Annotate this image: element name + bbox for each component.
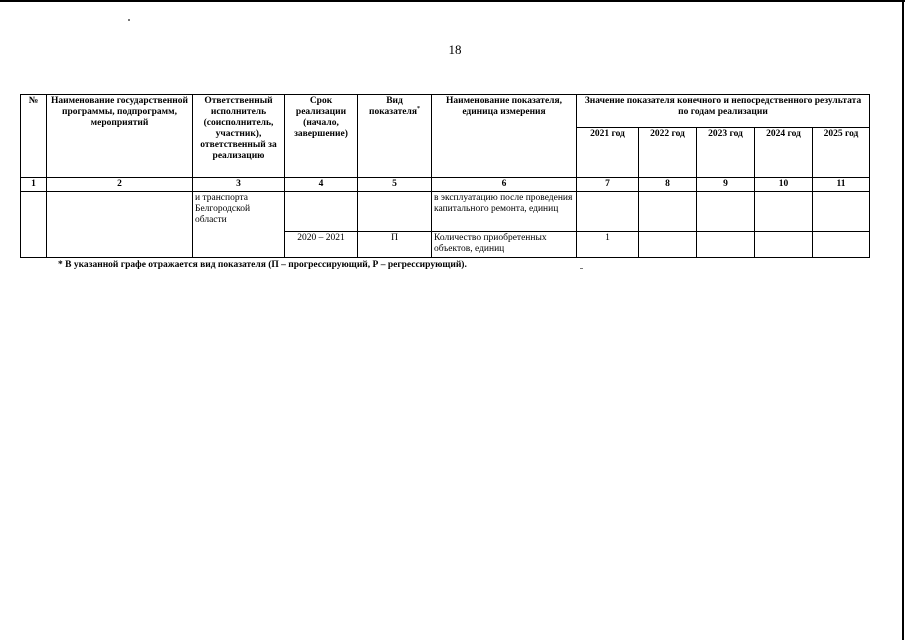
header-year-2022: 2022 год bbox=[639, 128, 697, 178]
indicator-name-cell: в эксплуатацию после проведения капитального ремонта, единиц bbox=[432, 192, 577, 232]
indicators-table bbox=[20, 94, 870, 258]
header-number: № bbox=[21, 95, 47, 178]
page-number: 18 bbox=[448, 42, 462, 57]
scan-speck bbox=[580, 268, 583, 269]
value-2025-cell bbox=[813, 232, 870, 258]
column-number: 7 bbox=[577, 178, 639, 192]
period-cell: 2020 – 2021 bbox=[285, 232, 358, 258]
header-program-name: Наименование государственной программы, подпрограмм, мероприятий bbox=[47, 95, 193, 178]
column-numbers-row bbox=[21, 178, 870, 192]
header-year-2023: 2023 год bbox=[697, 128, 755, 178]
table-row bbox=[21, 192, 870, 232]
column-number: 4 bbox=[285, 178, 358, 192]
footnote-mark: * bbox=[416, 105, 420, 112]
column-number: 11 bbox=[813, 178, 870, 192]
header-year-2025: 2025 год bbox=[813, 128, 870, 178]
value-2022-cell bbox=[639, 232, 697, 258]
header-indicator-type-label: Вид показателя bbox=[369, 96, 417, 117]
column-number: 8 bbox=[639, 178, 697, 192]
header-responsible: Ответственный исполнитель (соисполнитель, участник), ответственный за реализацию bbox=[193, 95, 285, 178]
header-indicator-name: Наименование показателя, единица измерения bbox=[432, 95, 577, 178]
indicator-type-cell bbox=[358, 192, 432, 232]
value-2025-cell bbox=[813, 192, 870, 232]
column-number: 3 bbox=[193, 178, 285, 192]
header-values-by-year: Значение показателя конечного и непосредственного результата по годам реализации bbox=[577, 95, 870, 128]
column-number: 6 bbox=[432, 178, 577, 192]
indicator-type-cell: П bbox=[358, 232, 432, 258]
value-2021-cell bbox=[577, 192, 639, 232]
header-year-2021: 2021 год bbox=[577, 128, 639, 178]
table-footnote: * В указанной графе отражается вид показателя (П – прогрессирующий, Р – регрессирующий). bbox=[58, 260, 467, 270]
program-name-cell bbox=[47, 192, 193, 258]
column-number: 9 bbox=[697, 178, 755, 192]
value-2023-cell bbox=[697, 232, 755, 258]
column-number: 5 bbox=[358, 178, 432, 192]
value-2024-cell bbox=[755, 192, 813, 232]
period-cell bbox=[285, 192, 358, 232]
value-2024-cell bbox=[755, 232, 813, 258]
scan-speck bbox=[128, 19, 130, 21]
page-right-border bbox=[902, 0, 904, 640]
value-2023-cell bbox=[697, 192, 755, 232]
page-top-border bbox=[0, 0, 905, 2]
column-number: 2 bbox=[47, 178, 193, 192]
column-number: 10 bbox=[755, 178, 813, 192]
row-number-cell bbox=[21, 192, 47, 258]
header-indicator-type bbox=[358, 95, 432, 178]
indicator-name-cell: Количество приобретенных объектов, единиц bbox=[432, 232, 577, 258]
column-number: 1 bbox=[21, 178, 47, 192]
value-2022-cell bbox=[639, 192, 697, 232]
value-2021-cell: 1 bbox=[577, 232, 639, 258]
responsible-cell: и транспорта Белгородской области bbox=[193, 192, 285, 258]
header-year-2024: 2024 год bbox=[755, 128, 813, 178]
header-period: Срок реализации (начало, завершение) bbox=[285, 95, 358, 178]
